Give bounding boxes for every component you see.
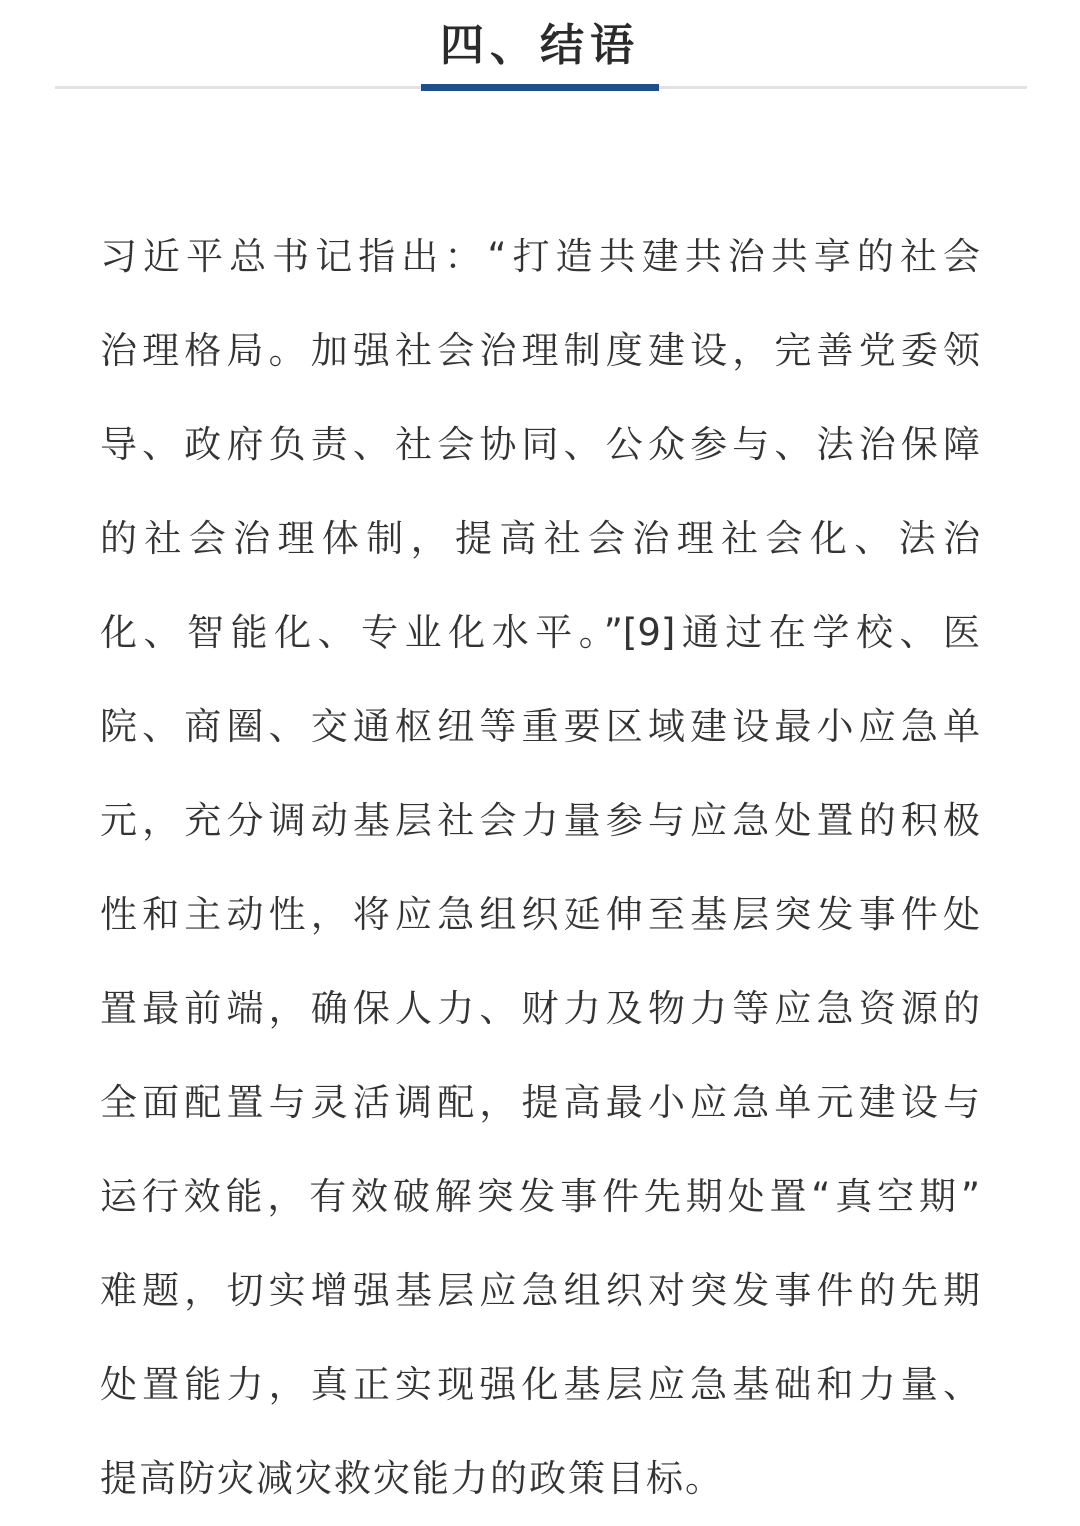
- section-title: 四、结语: [440, 20, 640, 71]
- paragraph-line: 性和主动性，将应急组织延伸至基层突发事件处: [100, 893, 980, 936]
- paragraph-line: 治理格局。加强社会治理制度建设，完善党委领: [100, 329, 980, 372]
- paragraph-line: 习近平总书记指出：“打造共建共治共享的社会: [100, 235, 980, 278]
- paragraph-line: 化、智能化、专业化水平。”[9]通过在学校、医: [100, 611, 980, 654]
- paragraph-line: 处置能力，真正实现强化基层应急基础和力量、: [100, 1363, 980, 1406]
- section-header: [0, 0, 1080, 100]
- paragraph-line: 提高防灾减灾救灾能力的政策目标。: [100, 1457, 724, 1500]
- paragraph-line: 全面配置与灵活调配，提高最小应急单元建设与: [100, 1081, 980, 1124]
- paragraph-line: 难题，切实增强基层应急组织对突发事件的先期: [100, 1269, 980, 1312]
- body-paragraph: [100, 210, 980, 1526]
- paragraph-line: 运行效能，有效破解突发事件先期处置“真空期”: [100, 1175, 980, 1218]
- paragraph-line: 院、商圈、交通枢纽等重要区域建设最小应急单: [100, 705, 980, 748]
- paragraph-line: 的社会治理体制，提高社会治理社会化、法治: [100, 517, 980, 560]
- paragraph-line: 导、政府负责、社会协同、公众参与、法治保障: [100, 423, 980, 466]
- header-accent-bar: [421, 84, 659, 91]
- paragraph-line: 置最前端，确保人力、财力及物力等应急资源的: [100, 987, 980, 1030]
- paragraph-line: 元，充分调动基层社会力量参与应急处置的积极: [100, 799, 980, 842]
